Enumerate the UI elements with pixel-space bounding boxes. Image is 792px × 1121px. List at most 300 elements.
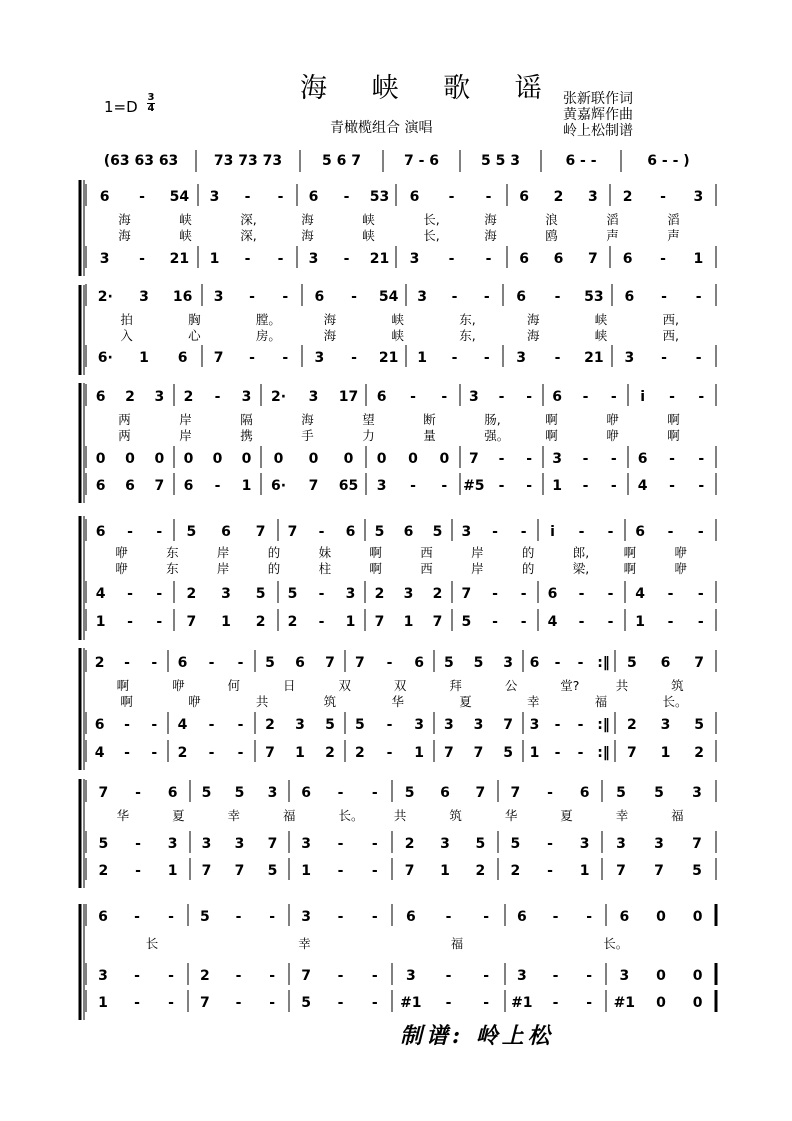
measure: 4 — [177, 717, 188, 733]
measure: 2 — [553, 189, 564, 205]
measure: - — [249, 289, 255, 305]
measure: 3 — [221, 586, 231, 602]
measure: 0 — [439, 451, 450, 467]
lyric-syllable: 咿 — [674, 545, 687, 560]
measure: 5 — [354, 717, 365, 733]
lyric-syllable: 幸 — [615, 808, 629, 823]
measure: 5 — [255, 586, 266, 602]
measure: - — [441, 478, 448, 494]
lyric-syllable: 声 — [606, 228, 619, 243]
measure: - — [483, 995, 490, 1011]
measure: 7 — [98, 785, 109, 801]
measure: 7 — [201, 863, 212, 879]
measure: - — [343, 189, 350, 205]
measure: 65 — [338, 478, 359, 494]
lyric-syllable: 断 — [423, 412, 436, 427]
lyricist-credit: 张新联作词 — [563, 91, 633, 107]
measure: 6 — [414, 655, 425, 671]
measure: 4 — [94, 745, 105, 761]
measure: 1 — [209, 251, 220, 267]
measure: 5 — [199, 909, 210, 925]
measure: 6 — [553, 251, 564, 267]
measure: 5 — [287, 586, 298, 602]
lyric-syllable: 夏 — [459, 694, 472, 709]
measure: - — [698, 389, 705, 405]
measure: - — [520, 586, 527, 602]
measure: 1 — [440, 863, 450, 879]
measure: 21 — [584, 350, 604, 366]
measure: 6 — [345, 524, 356, 540]
measure: #1 — [511, 995, 533, 1011]
measure: 3 — [376, 478, 387, 494]
measure: - — [127, 614, 133, 630]
measure: - — [582, 478, 589, 494]
measure: - — [337, 909, 344, 925]
measure: - — [318, 524, 325, 540]
measure: - — [337, 785, 344, 801]
measure: - — [698, 451, 705, 467]
lyric-syllable: 峡 — [594, 328, 608, 343]
measure: - — [526, 389, 533, 405]
measure: 1 — [98, 995, 108, 1011]
measure: 3 — [98, 968, 108, 984]
lyric-syllable: 峡 — [179, 228, 192, 243]
measure: - — [235, 968, 242, 984]
measure: - — [135, 836, 141, 852]
measure: 6 — [547, 586, 558, 602]
measure: 3 — [267, 785, 278, 801]
measure: 2 — [199, 968, 210, 984]
lyric-syllable: 强。 — [484, 428, 510, 443]
measure: 3 — [503, 655, 514, 671]
lyric-syllable: 长, — [423, 228, 440, 243]
measure: - — [582, 451, 589, 467]
lyric-syllable: 海 — [484, 228, 497, 243]
measure: 6 — [376, 389, 387, 405]
lyric-syllable: 的 — [521, 561, 535, 576]
measure: 6 — [95, 389, 106, 405]
measure: 3 — [516, 968, 527, 984]
measure: - — [520, 524, 527, 540]
measure: - — [237, 655, 244, 671]
lyric-syllable: 幸 — [298, 936, 311, 951]
measure: 6 — [516, 289, 527, 305]
measure: - — [134, 909, 140, 925]
measure: 5 — [503, 745, 514, 761]
measure: 5 — [404, 785, 415, 801]
lyric-syllable: 岸 — [471, 545, 484, 560]
measure: 0 — [241, 451, 252, 467]
measure: - — [526, 451, 533, 467]
measure: - — [448, 251, 455, 267]
lyric-syllable: 福 — [671, 808, 684, 823]
measure: - — [607, 586, 614, 602]
measure: - — [451, 289, 458, 305]
measure: - — [607, 614, 614, 630]
song-title: 海 峡 歌 谣 — [300, 73, 560, 104]
lyric-syllable: 妹 — [318, 545, 332, 560]
lyric-syllable: 鸥 — [545, 228, 558, 243]
measure: 7 — [694, 655, 705, 671]
lyric-syllable: 啊 — [667, 428, 680, 443]
measure: 7 — [234, 863, 245, 879]
measure: - — [669, 478, 675, 494]
measure: 6 — [519, 251, 530, 267]
measure: - — [371, 968, 378, 984]
measure: - — [124, 717, 130, 733]
measure: 5 — [98, 836, 109, 852]
measure: 6· — [270, 478, 287, 494]
measure: - — [337, 995, 344, 1011]
measure: - — [483, 968, 490, 984]
measure: - — [214, 389, 221, 405]
measure: 3 — [301, 836, 312, 852]
lyric-syllable: 手 — [301, 428, 314, 443]
measure: 3 — [619, 968, 630, 984]
measure: 1 — [345, 614, 356, 630]
lyric-syllable: 郎, — [572, 545, 590, 560]
measure: - — [554, 350, 561, 366]
measure: 6 — [624, 289, 635, 305]
measure: - — [492, 524, 498, 540]
lyric-syllable: 海 — [118, 212, 131, 227]
measure: - — [483, 350, 490, 366]
measure: 6 — [95, 478, 106, 494]
measure: 7 — [199, 995, 210, 1011]
lyric-syllable: 东 — [166, 561, 179, 576]
measure: 0 — [656, 968, 666, 984]
measure: 1 — [301, 863, 312, 879]
lyric-syllable: 岸 — [179, 412, 192, 427]
measure: - — [578, 586, 585, 602]
lyric-syllable: 啊 — [369, 561, 382, 576]
lyric-syllable: 峡 — [362, 228, 375, 243]
measure: 6 — [183, 478, 194, 494]
measure: 5 — [443, 655, 454, 671]
lyric-syllable: 海 — [301, 212, 314, 227]
measure: 3 — [234, 836, 245, 852]
measure: - — [547, 863, 553, 879]
measure: 54 — [169, 189, 190, 205]
measure: - — [208, 717, 215, 733]
measure: - — [135, 863, 141, 879]
measure: 6 — [409, 189, 420, 205]
measure: - — [156, 586, 163, 602]
measure: 3 — [405, 968, 416, 984]
lyric-syllable: 海 — [527, 328, 540, 343]
measure: 7 — [616, 863, 626, 879]
measure: 54 — [378, 289, 399, 305]
measure: 3 — [99, 251, 110, 267]
measure: 7 — [325, 655, 335, 671]
measure: 3 — [201, 836, 212, 852]
measure: - — [485, 189, 492, 205]
lyric-syllable: 岸 — [179, 428, 192, 443]
measure: - — [445, 968, 452, 984]
lyric-syllable: 两 — [118, 412, 131, 427]
measure: - — [244, 189, 251, 205]
measure: - — [660, 251, 666, 267]
lyric-syllable: 东 — [166, 545, 179, 560]
measure: 6 — [94, 717, 105, 733]
measure: - — [410, 389, 416, 405]
measure: 6 — [177, 655, 188, 671]
measure: - — [337, 836, 344, 852]
measure: - — [577, 655, 584, 671]
measure: 6 — [308, 189, 319, 205]
measure: 3 — [345, 586, 356, 602]
measure: - — [669, 451, 675, 467]
lyric-syllable: 咿 — [115, 561, 128, 576]
measure: 4 — [547, 614, 558, 630]
measure: 7 — [468, 451, 479, 467]
measure: #1 — [613, 995, 636, 1011]
measure: - — [578, 614, 585, 630]
measure: 5 — [325, 717, 335, 733]
measure: 2· — [97, 289, 113, 305]
lyric-syllable: 咿 — [172, 678, 185, 693]
measure: 1 — [221, 614, 231, 630]
lyric-syllable: 咿 — [115, 545, 128, 560]
measure: - — [445, 995, 452, 1011]
lyric-syllable: 长。 — [338, 808, 364, 823]
lyric-syllable: 共 — [255, 694, 269, 709]
measure: - — [371, 995, 378, 1011]
measure: 6 — [295, 655, 305, 671]
measure: - — [697, 524, 704, 540]
measure: - — [282, 350, 289, 366]
measure: 6 — [99, 189, 110, 205]
measure: :‖ — [597, 655, 610, 671]
measure: - — [661, 289, 667, 305]
measure: - — [124, 655, 130, 671]
measure: 7 — [503, 717, 514, 733]
lyric-syllable: 啊 — [120, 694, 133, 709]
measure: :‖ — [597, 745, 610, 761]
measure: 2 — [432, 586, 443, 602]
lyric-syllable: 力 — [362, 428, 375, 443]
lyric-syllable: 深, — [240, 212, 257, 227]
lyric-syllable: 隔 — [240, 412, 253, 427]
lyric-syllable: 声 — [667, 228, 680, 243]
measure: 7 — [475, 785, 486, 801]
measure: - — [151, 717, 158, 733]
measure: 2 — [354, 745, 365, 761]
measure: 6· — [97, 350, 113, 366]
measure: 2 — [325, 745, 335, 761]
measure: - — [237, 745, 244, 761]
composer-credit: 黄嘉辉作曲 — [563, 107, 633, 123]
intro-measure: (63 63 63 — [103, 153, 179, 169]
intro-measure: 6 - - — [565, 153, 597, 169]
measure: - — [610, 451, 617, 467]
lyric-syllable: 心 — [188, 328, 201, 343]
measure: 2 — [177, 745, 188, 761]
measure: - — [208, 655, 215, 671]
measure: 7 — [186, 614, 197, 630]
lyric-syllable: 膛。 — [255, 312, 281, 327]
measure: 5 — [374, 524, 385, 540]
measure: - — [269, 909, 276, 925]
lyric-syllable: 海 — [323, 312, 337, 327]
lyric-syllable: 西, — [662, 328, 680, 343]
measure: - — [127, 586, 133, 602]
measure: 5 — [475, 836, 486, 852]
measure: - — [386, 717, 393, 733]
lyric-syllable: 岸 — [216, 545, 230, 560]
measure: - — [552, 909, 559, 925]
lyric-syllable: 咿 — [606, 428, 619, 443]
lyric-syllable: 咿 — [606, 412, 619, 427]
measure: - — [552, 968, 559, 984]
lyric-syllable: 岸 — [471, 561, 484, 576]
measure: - — [151, 655, 158, 671]
measure: 5 — [616, 785, 626, 801]
measure: - — [134, 968, 140, 984]
measure: 2 — [125, 389, 135, 405]
lyric-syllable: 华 — [504, 808, 518, 823]
lyric-syllable: 长 — [145, 936, 159, 951]
measure: 4 — [635, 586, 646, 602]
measure: #1 — [400, 995, 422, 1011]
lyric-syllable: 峡 — [391, 328, 404, 343]
measure: 7 — [287, 524, 298, 540]
measure: 1 — [579, 863, 590, 879]
measure: - — [124, 745, 130, 761]
measure: 5 — [186, 524, 197, 540]
measure: 2 — [694, 745, 705, 761]
measure: - — [371, 836, 378, 852]
measure: - — [554, 655, 561, 671]
measure: 5 — [654, 785, 664, 801]
measure: 21 — [169, 251, 190, 267]
lyric-syllable: 滔 — [667, 212, 680, 227]
measure: 7 — [587, 251, 598, 267]
lyric-syllable: 海 — [484, 212, 497, 227]
measure: 7 — [374, 614, 385, 630]
measure: - — [318, 614, 325, 630]
measure: 2 — [255, 614, 266, 630]
measure: 6 — [95, 524, 106, 540]
measure: - — [168, 968, 174, 984]
measure: 1 — [414, 745, 425, 761]
measure: 2 — [98, 863, 109, 879]
intro-measure: 6 - - ) — [647, 153, 690, 169]
measure: 5 — [267, 863, 278, 879]
measure: 0 — [183, 451, 194, 467]
time-denominator: 4 — [147, 103, 155, 114]
measure: - — [318, 586, 325, 602]
measure: - — [168, 909, 174, 925]
measure: 2 — [622, 189, 633, 205]
measure: - — [451, 350, 458, 366]
measure: 3 — [417, 289, 428, 305]
measure: - — [498, 478, 505, 494]
intro-measure: 5 5 3 — [481, 153, 520, 169]
measure: 3 — [308, 251, 319, 267]
lyric-syllable: 夏 — [172, 808, 185, 823]
measure: 6 — [98, 909, 108, 925]
measure: 16 — [172, 289, 193, 305]
lyric-syllable: 华 — [116, 808, 130, 823]
lyric-syllable: 岸 — [216, 561, 230, 576]
measure: - — [235, 909, 242, 925]
measure: 3 — [692, 785, 702, 801]
measure: 7 — [510, 785, 521, 801]
measure: 5 — [694, 717, 705, 733]
measure: 3 — [587, 189, 598, 205]
measure: 6 — [660, 655, 671, 671]
measure: 2 — [287, 614, 298, 630]
measure: :‖ — [597, 717, 610, 733]
measure: 6 — [177, 350, 188, 366]
measure: - — [337, 968, 344, 984]
measure: 0 — [154, 451, 165, 467]
lyric-syllable: 西 — [420, 561, 433, 576]
lyric-syllable: 海 — [118, 228, 131, 243]
measure: 2 — [475, 863, 486, 879]
measure: 1 — [167, 863, 178, 879]
measure: 7 — [267, 836, 278, 852]
lyric-syllable: 咿 — [188, 694, 201, 709]
measure: 4 — [95, 586, 106, 602]
lyric-syllable: 拜 — [449, 678, 462, 693]
measure: 2 — [186, 586, 197, 602]
measure: 3 — [660, 717, 671, 733]
measure: 3 — [414, 717, 425, 733]
measure: - — [547, 836, 553, 852]
lyric-syllable: 共 — [393, 808, 407, 823]
measure: 6 — [622, 251, 633, 267]
measure: 0 — [212, 451, 223, 467]
measure: 3 — [295, 717, 305, 733]
measure: 3 — [468, 389, 479, 405]
measure: 0 — [273, 451, 284, 467]
measure: 3 — [440, 836, 450, 852]
measure: 0 — [692, 995, 703, 1011]
lyric-syllable: 堂? — [560, 678, 580, 693]
measure: - — [156, 614, 163, 630]
measure: - — [485, 251, 492, 267]
measure: - — [168, 995, 174, 1011]
measure: 0 — [125, 451, 135, 467]
measure: 0 — [692, 909, 703, 925]
measure: - — [235, 995, 242, 1011]
lyric-syllable: 福 — [450, 936, 464, 951]
lyric-syllable: 长。 — [603, 936, 629, 951]
measure: 3 — [213, 289, 224, 305]
measure: 3 — [461, 524, 472, 540]
measure: 5 — [473, 655, 484, 671]
measure: 3 — [139, 289, 149, 305]
lyric-syllable: 幸 — [527, 694, 540, 709]
lyric-syllable: 福 — [594, 694, 608, 709]
measure: 3 — [167, 836, 178, 852]
lyric-syllable: 何 — [227, 678, 241, 693]
measure: 6 — [125, 478, 135, 494]
measure: 0 — [376, 451, 387, 467]
lyric-syllable: 峡 — [362, 212, 375, 227]
lyric-syllable: 双 — [338, 678, 351, 693]
measure: 3 — [301, 909, 312, 925]
measure: 6 — [440, 785, 450, 801]
measure: 0 — [95, 451, 106, 467]
intro-measure: 7 - 6 — [403, 153, 440, 169]
measure: i — [640, 389, 646, 405]
lyric-syllable: 啊 — [116, 678, 130, 693]
measure: 3 — [529, 717, 540, 733]
lyric-syllable: 肠, — [484, 412, 501, 427]
